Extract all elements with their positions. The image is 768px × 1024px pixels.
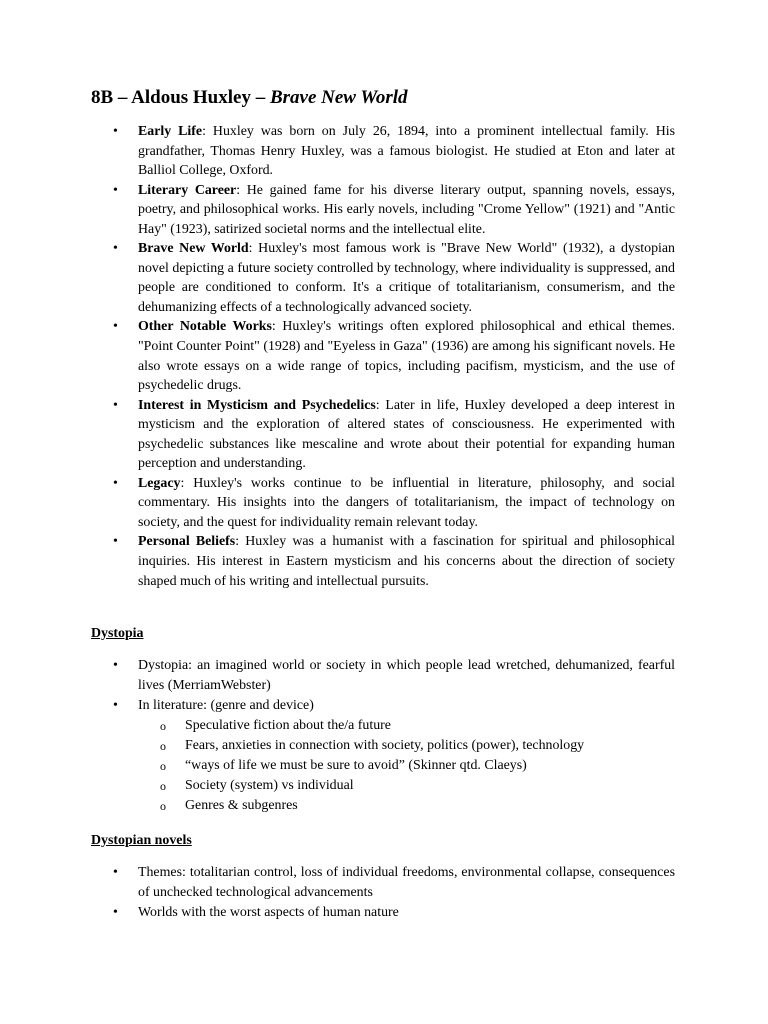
bio-term: Interest in Mysticism and Psychedelics [138, 397, 376, 413]
dystopia-list [91, 656, 675, 816]
bio-item-other-works [91, 317, 675, 395]
dystopia-subitem: o Speculative fiction about the/a future [138, 716, 675, 736]
dystopia-subitem: o Society (system) vs individual [138, 776, 675, 796]
dystopia-item [91, 696, 675, 816]
bio-item-literary-career [91, 181, 675, 240]
bio-text: : Huxley was born on July 26, 1894, into a prominent intellectual family. His grandfather, Thomas Henry Huxley, was a famous biologist. He studied at Eton and later at Balliol College, Oxford. [138, 124, 675, 179]
title-prefix: 8B – Aldous Huxley – [91, 87, 270, 108]
dystopian-novels-list [91, 863, 675, 923]
dystopia-item-text: In literature: (genre and device) [138, 698, 314, 713]
bio-term: Early Life [138, 124, 203, 139]
bio-item-mysticism [91, 396, 675, 474]
bio-text: : Huxley's most famous work is "Brave New World" (1932), a dystopian novel depicting a future society controlled by technology, where individuality is suppressed, and people are conditioned to conform. It's a critique of totalitarianism, consumerism, and the dehumanizing effects of a technologically advanced society. [138, 241, 675, 315]
dystopia-subitem: o Genres & subgenres [138, 796, 675, 816]
bio-text: : Huxley was a humanist with a fascination for spiritual and philosophical inquiries. His interest in Eastern mysticism and his concerns about the direction of society shaped much of his writing and intellectual pursuits. [138, 534, 675, 589]
bio-text: : He gained fame for his diverse literary output, spanning novels, essays, poetry, and philosophical works. His early novels, including "Crome Yellow" (1921) and "Antic Hay" (1923), satirized societal norms and the intellectual elite. [138, 182, 676, 237]
page-title [91, 86, 408, 110]
dystopia-heading: Dystopia [91, 626, 144, 641]
bio-term: Other Notable Works [138, 319, 272, 335]
bio-term: Literary Career [138, 182, 237, 198]
bio-term: Brave New World [138, 241, 249, 257]
bio-term: Legacy [138, 475, 181, 491]
bio-text: : Huxley's writings often explored philosophical and ethical themes. "Point Counter Point" (1928) and "Eyeless in Gaza" (1936) are among his significant novels. He also wrote essays on a wide range of topics, including pacifism, mysticism, and the use of psychedelic drugs. [138, 319, 675, 394]
dystopia-subitem: o Fears, anxieties in connection with society, politics (power), technology [138, 736, 675, 756]
dystopian-novels-heading: Dystopian novels [91, 833, 192, 848]
bio-text: : Later in life, Huxley developed a deep interest in mysticism and the exploration of altered states of consciousness. He experimented with psychedelic substances like mescaline and wrote about their potential for expanding human perception and understanding. [138, 397, 675, 472]
novels-item: • Themes: totalitarian control, loss of individual freedoms, environmental collapse, consequences of unchecked technological advancements [91, 863, 675, 903]
bio-text: : Huxley's works continue to be influential in literature, philosophy, and social commentary. His insights into the dangers of totalitarianism, the impact of technology on society, and the quest for individuality remain relevant today. [138, 475, 675, 530]
title-work: Brave New World [269, 87, 408, 108]
dystopia-item: • Dystopia: an imagined world or society in which people lead wretched, dehumanized, fearful lives (MerriamWebster) [91, 656, 675, 696]
bio-item-personal-beliefs [91, 532, 675, 591]
novels-item: • Worlds with the worst aspects of human nature [91, 903, 675, 923]
biography-list [91, 122, 675, 591]
bio-term: Personal Beliefs [138, 534, 236, 550]
bio-item-brave-new-world [91, 239, 675, 317]
dystopia-subitem: o “ways of life we must be sure to avoid” (Skinner qtd. Claeys) [138, 756, 675, 776]
bio-item-early-life [91, 122, 675, 181]
bio-item-legacy [91, 474, 675, 533]
dystopia-sublist [138, 716, 675, 816]
